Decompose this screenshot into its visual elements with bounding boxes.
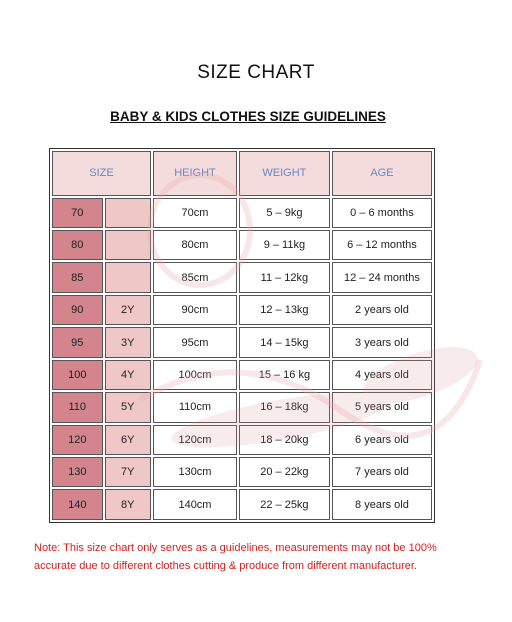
year-cell: 8Y: [105, 489, 152, 520]
table-header-row: [52, 151, 432, 196]
size-cell: 140: [52, 489, 103, 520]
year-cell: 3Y: [105, 327, 152, 357]
size-cell: 110: [52, 392, 103, 422]
year-cell: 2Y: [105, 295, 152, 325]
year-cell: 7Y: [105, 457, 152, 487]
disclaimer-note: [34, 539, 484, 575]
note-line-1: Note: This size chart only serves as a guidelines, measurements may not be 100%: [34, 542, 437, 554]
age-cell: 2 years old: [332, 295, 432, 325]
table-row: [52, 392, 432, 422]
weight-cell: 20 – 22kg: [239, 457, 330, 487]
size-cell: 120: [52, 425, 103, 455]
height-cell: 85cm: [153, 262, 237, 292]
table-row: [52, 360, 432, 390]
header-weight: WEIGHT: [239, 151, 330, 196]
height-cell: 110cm: [153, 392, 237, 422]
weight-cell: 11 – 12kg: [239, 262, 330, 292]
size-chart-table: [49, 148, 435, 523]
height-cell: 130cm: [153, 457, 237, 487]
table-row: [52, 489, 432, 520]
age-cell: 0 – 6 months: [332, 198, 432, 228]
size-cell: 70: [52, 198, 103, 228]
table-row: [52, 198, 432, 228]
table-row: [52, 327, 432, 357]
weight-cell: 15 – 16 kg: [239, 360, 330, 390]
age-cell: 6 – 12 months: [332, 230, 432, 260]
size-cell: 95: [52, 327, 103, 357]
table-row: [52, 425, 432, 455]
header-age: AGE: [332, 151, 432, 196]
weight-cell: 22 – 25kg: [239, 489, 330, 520]
height-cell: 120cm: [153, 425, 237, 455]
table-row: [52, 457, 432, 487]
size-cell: 100: [52, 360, 103, 390]
height-cell: 100cm: [153, 360, 237, 390]
height-cell: 140cm: [153, 489, 237, 520]
note-line-2: accurate due to different clothes cutting & produce from different manufacturer.: [34, 560, 417, 572]
table-row: [52, 230, 432, 260]
year-cell: 5Y: [105, 392, 152, 422]
weight-cell: 18 – 20kg: [239, 425, 330, 455]
page-subtitle: BABY & KIDS CLOTHES SIZE GUIDELINES: [110, 109, 386, 124]
age-cell: 5 years old: [332, 392, 432, 422]
size-cell: 80: [52, 230, 103, 260]
age-cell: 4 years old: [332, 360, 432, 390]
height-cell: 70cm: [153, 198, 237, 228]
size-cell: 85: [52, 262, 103, 292]
table-row: [52, 262, 432, 292]
weight-cell: 14 – 15kg: [239, 327, 330, 357]
weight-cell: 9 – 11kg: [239, 230, 330, 260]
height-cell: 90cm: [153, 295, 237, 325]
age-cell: 3 years old: [332, 327, 432, 357]
header-height: HEIGHT: [153, 151, 237, 196]
year-cell: [105, 198, 152, 228]
weight-cell: 5 – 9kg: [239, 198, 330, 228]
weight-cell: 12 – 13kg: [239, 295, 330, 325]
table-row: [52, 295, 432, 325]
year-cell: [105, 262, 152, 292]
age-cell: 6 years old: [332, 425, 432, 455]
age-cell: 8 years old: [332, 489, 432, 520]
size-cell: 90: [52, 295, 103, 325]
age-cell: 7 years old: [332, 457, 432, 487]
year-cell: 4Y: [105, 360, 152, 390]
height-cell: 95cm: [153, 327, 237, 357]
size-cell: 130: [52, 457, 103, 487]
year-cell: 6Y: [105, 425, 152, 455]
header-size: SIZE: [52, 151, 151, 196]
page-title: SIZE CHART: [197, 62, 315, 83]
weight-cell: 16 – 18kg: [239, 392, 330, 422]
year-cell: [105, 230, 152, 260]
height-cell: 80cm: [153, 230, 237, 260]
age-cell: 12 – 24 months: [332, 262, 432, 292]
